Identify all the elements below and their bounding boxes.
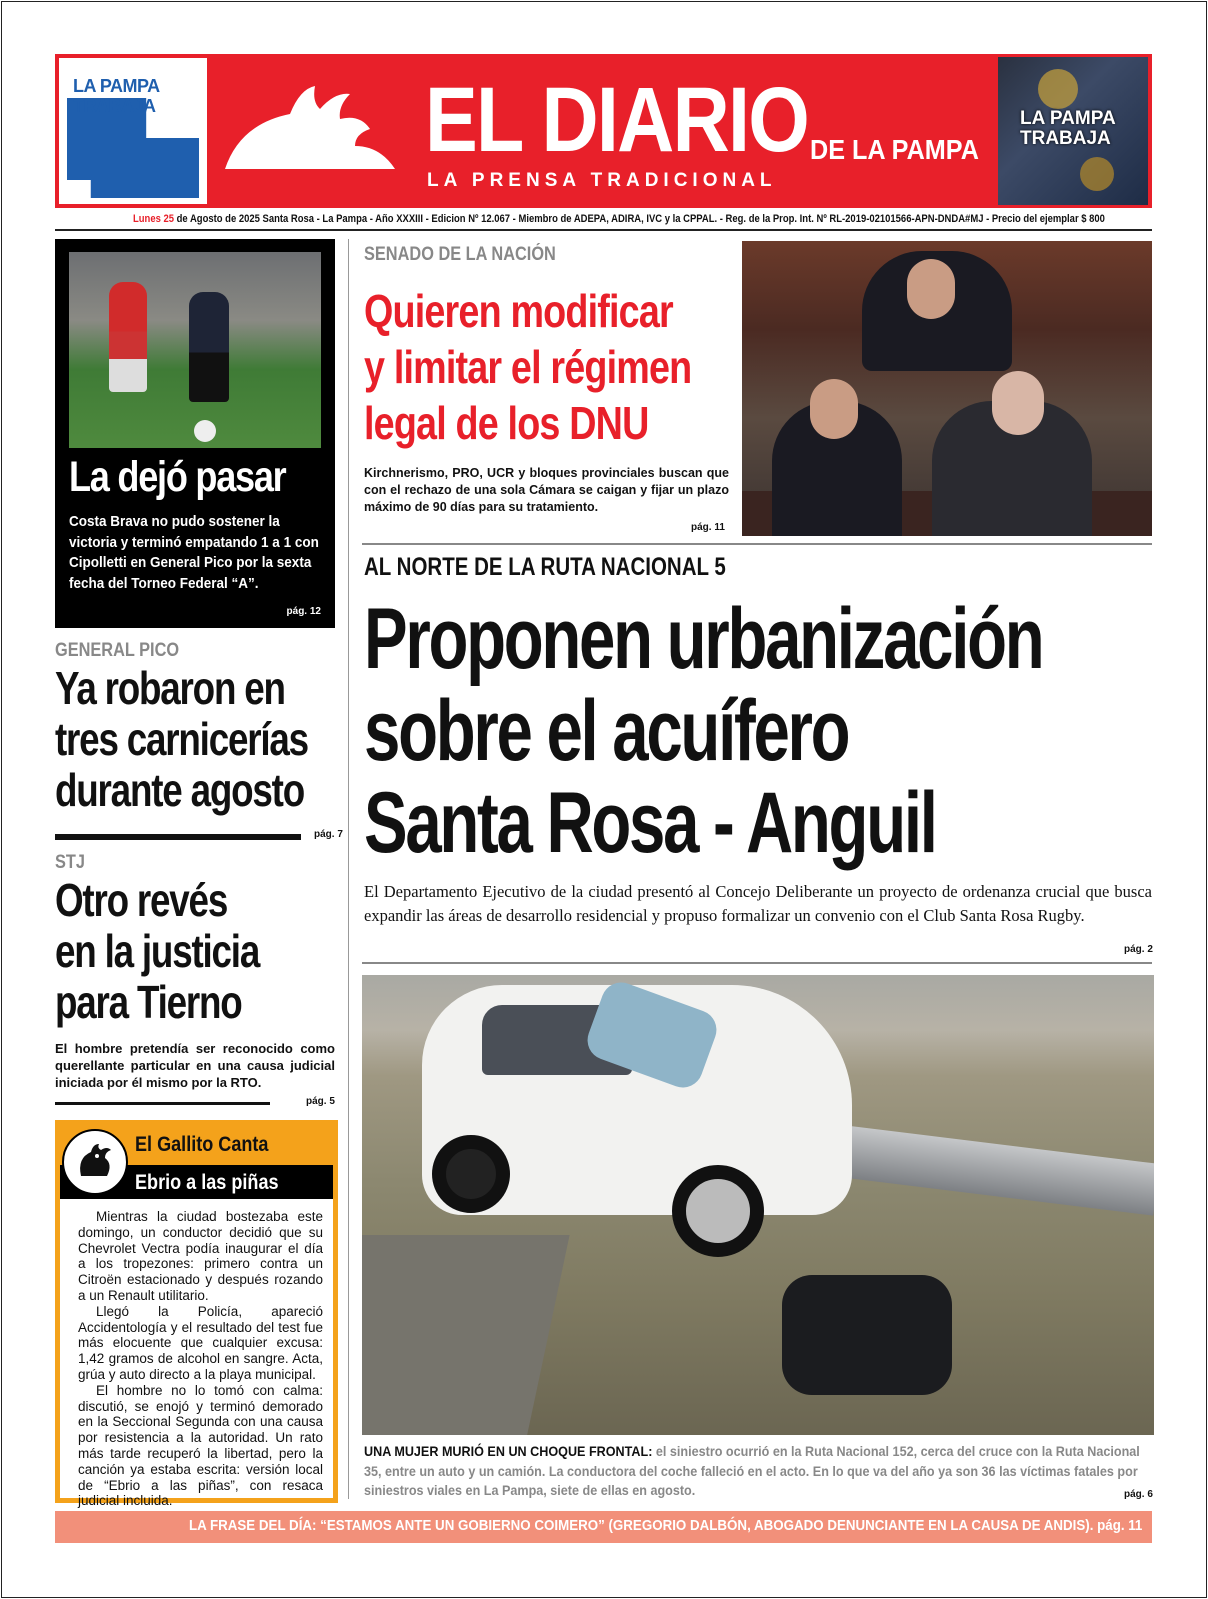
main-headline-line: sobre el acuífero [364,683,849,779]
main-story-kicker: AL NORTE DE LA RUTA NACIONAL 5 [364,553,726,581]
sports-story[interactable] [55,239,335,628]
senado-headline-line: legal de los DNU [364,397,649,449]
sports-headline[interactable]: La dejó pasar [69,453,286,501]
newspaper-title[interactable]: EL DIARIO [425,69,809,171]
general-pico-headline[interactable] [55,663,308,816]
dateline [133,213,1105,225]
newspaper-subtitle: DE LA PAMPA [810,134,979,165]
main-story-headline[interactable] [364,593,1042,869]
section-rule [362,543,1152,545]
newspaper-tagline: LA PRENSA TRADICIONAL [427,170,777,191]
worker-photo-icon [1038,69,1078,109]
main-headline-line: Santa Rosa - Anguil [364,775,936,871]
gallito-column[interactable] [55,1120,338,1509]
stj-kicker: STJ [55,852,85,873]
senate-photo [742,241,1152,536]
dateline-date: Lunes 25 [133,213,175,225]
stj-summary: El hombre pretendía ser reconocido como querellante particular en una causa judicial iniciada por él mismo por la RTO. [55,1041,335,1090]
dateline-details: de Agosto de 2025 Santa Rosa - La Pampa - Año XXXIII - Edicion Nº 12.067 - Miembro de ADEPA, ADIRA, IVC y la CPPAL. - Reg. de la Prop. Int. Nº RL-2019-02101566-APN-DNDA#MJ - Precio del ejemplar $ 800 [174,213,1105,225]
stj-headline-line: Otro revés [55,874,228,926]
rooster-icon [62,1129,128,1195]
right-badge-line2: TRABAJA [1020,128,1111,149]
la-pampa-trabaja-badge-right[interactable] [998,57,1148,205]
stj-headline-line: en la justicia [55,925,260,977]
road-surface [362,1235,570,1435]
player-red-figure [109,282,147,392]
rooster-icon-svg [71,1138,119,1186]
masthead [55,54,1152,208]
header-rule [55,229,1152,231]
gallito-paragraph: El hombre no lo tomó con calma: discutió, se enojó y terminó demorado en la Seccional Segunda con una causa por resistencia a la autoridad. Un rato más tarde recuperó la libertad, pero la canción ya estaba escrita: versión local de “Ebrio a las piñas”, con resaca judicial incluida. [78,1382,323,1509]
gallito-body [78,1209,323,1509]
sports-page-ref: pág. 12 [286,606,321,617]
crash-caption-lead: UNA MUJER MURIÓ EN UN CHOQUE FRONTAL: [364,1443,653,1459]
crash-photo [362,975,1154,1435]
worker-photo-icon [1080,157,1114,191]
right-badge-line1: LA PAMPA [1020,108,1116,129]
column-divider [348,239,349,1499]
main-headline-line: Proponen urbanización [364,591,1043,687]
left-badge-line2: TRABAJA [73,96,156,116]
general-pico-page-ref: pág. 7 [314,829,343,840]
football-photo [69,252,321,448]
senado-headline[interactable] [364,283,691,451]
senado-headline-line: Quieren modificar [364,285,673,337]
general-pico-headline-line: Ya robaron en [55,662,285,714]
senado-headline-line: y limitar el régimen [364,341,692,393]
football-ball [194,420,216,442]
senator-face [810,379,858,439]
player-dark-figure [189,292,229,402]
gallito-paragraph: Mientras la ciudad bostezaba este domingo, un conductor decidió que su Chevrolet Vectra podía inaugurar el día a los tropezones: primero contra un Citroën estacionado y después rozando a un Renault utilitario. [78,1209,323,1303]
senator-face [907,259,955,319]
section-rule [362,962,1152,964]
stj-page-ref: pág. 5 [306,1096,335,1107]
car-wheel [432,1135,510,1213]
crash-page-ref: pág. 6 [1124,1489,1153,1500]
senado-summary: Kirchnerismo, PRO, UCR y bloques provinciales buscan que con el rechazo de una sola Cámara se caigan y fijar un plazo máximo de 90 días para su tratamiento. [364,466,729,514]
senado-page-ref: pág. 11 [691,522,725,533]
crash-caption-text: el siniestro ocurrió en la Ruta Nacional 152, cerca del cruce con la Ruta Nacional 35, entre un auto y un camión. La conductora del coche falleció en el acto. En lo que va del año ya son 36 las víctimas fatales por siniestros viales en La Pampa, siete de ellas en agosto. [364,1443,1140,1498]
gallito-title: Ebrio a las piñas [135,1171,279,1194]
general-pico-rule [55,834,301,840]
frase-del-dia-text: LA FRASE DEL DÍA: “ESTAMOS ANTE UN GOBIERNO COIMERO” (GREGORIO DALBÓN, ABOGADO DENUNCIANTE EN LA CAUSA DE ANDIS). pág. 11 [189,1518,1143,1534]
guard-rail [836,1125,1154,1216]
general-pico-headline-line: durante agosto [55,764,304,816]
general-pico-kicker: GENERAL PICO [55,640,180,661]
stj-rule [55,1102,270,1105]
engine-debris [782,1275,952,1395]
sun-logo-icon [220,84,400,174]
gallito-section-title: El Gallito Canta [135,1133,269,1156]
senado-kicker: SENADO DE LA NACIÓN [364,244,556,265]
general-pico-headline-line: tres carnicerías [55,713,308,765]
senator-face [992,371,1044,435]
stj-headline-line: para Tierno [55,976,242,1028]
main-story-summary: El Departamento Ejecutivo de la ciudad presentó al Concejo Deliberante un proyecto de ordenanza crucial que busca expandir las áreas de desarrollo residencial y propuso formalizar un convenio con el Club Santa Rosa Rugby. [364,882,1152,925]
main-story-page-ref: pág. 2 [1124,944,1153,955]
left-badge-line1: LA PAMPA [73,76,160,96]
sports-summary: Costa Brava no pudo sostener la victoria y terminó empatando 1 a 1 con Cipolletti en General Pico por la sexta fecha del Torneo Federal “A”. [69,513,319,592]
la-pampa-trabaja-badge-left[interactable] [59,58,207,204]
gallito-paragraph: Llegó la Policía, apareció Accidentología y el resultado del test fue más elocuente que cualquier excusa: 1,42 gramos de alcohol en sangre. Acta, grúa y auto directo a la playa municipal. [78,1303,323,1382]
frase-del-dia-bar[interactable] [55,1511,1152,1543]
crash-caption [364,1442,1152,1501]
car-wheel [672,1165,764,1257]
stj-headline[interactable] [55,875,259,1028]
